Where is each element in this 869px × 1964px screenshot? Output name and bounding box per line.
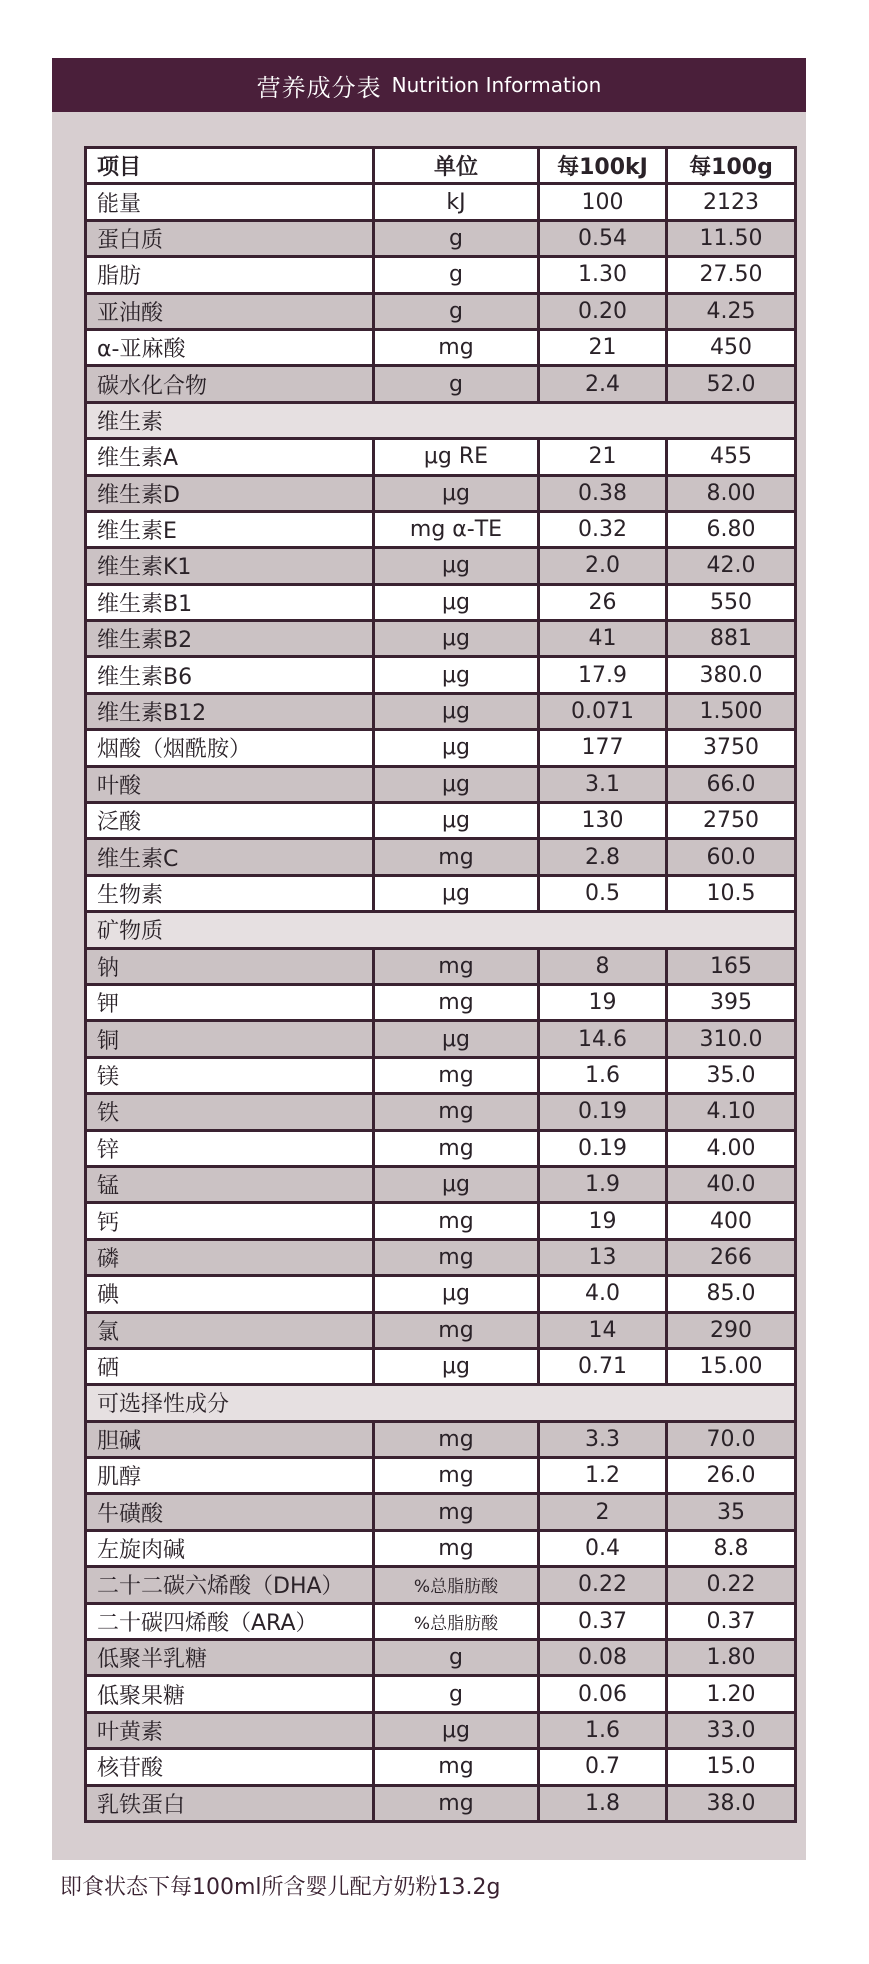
table-row [87, 840, 797, 876]
unit-cell: μg [375, 1168, 540, 1204]
unit-cell: mg [375, 1204, 540, 1240]
per-100kj-cell: 41 [540, 622, 668, 658]
title-en: Nutrition Information [391, 73, 602, 97]
per-100kj-cell: 0.7 [540, 1750, 668, 1786]
table-row [87, 731, 797, 767]
table-row [87, 549, 797, 585]
per-100kj-cell: 19 [540, 1204, 668, 1240]
item-name-cell: 硒 [87, 1350, 375, 1386]
unit-cell: mg [375, 986, 540, 1022]
per-100g-cell: 1.500 [668, 695, 797, 731]
table-row [87, 1059, 797, 1095]
table-header-row [87, 149, 797, 185]
table-row [87, 1677, 797, 1713]
per-100kj-cell: 1.8 [540, 1787, 668, 1823]
table-row [87, 258, 797, 294]
table-section-row [87, 404, 797, 440]
per-100g-cell: 4.25 [668, 295, 797, 331]
per-100kj-cell: 0.19 [540, 1095, 668, 1131]
unit-cell: g [375, 222, 540, 258]
table-row [87, 1605, 797, 1641]
table-row [87, 695, 797, 731]
per-100kj-cell: 0.22 [540, 1568, 668, 1604]
per-100g-cell: 395 [668, 986, 797, 1022]
per-100g-cell: 8.00 [668, 477, 797, 513]
item-name-cell: 核苷酸 [87, 1750, 375, 1786]
per-100kj-cell: 21 [540, 440, 668, 476]
unit-cell: μg [375, 1277, 540, 1313]
per-100g-cell: 66.0 [668, 768, 797, 804]
unit-cell: g [375, 258, 540, 294]
per-100g-cell: 26.0 [668, 1459, 797, 1495]
table-section-row [87, 1386, 797, 1422]
per-100kj-cell: 8 [540, 950, 668, 986]
table-row [87, 877, 797, 913]
per-100kj-cell: 0.37 [540, 1605, 668, 1641]
unit-cell: μg [375, 586, 540, 622]
per-100g-cell: 38.0 [668, 1787, 797, 1823]
unit-cell: μg [375, 658, 540, 694]
per-100g-cell: 881 [668, 622, 797, 658]
item-name-cell: 二十二碳六烯酸（DHA） [87, 1568, 375, 1604]
item-name-cell: 镁 [87, 1059, 375, 1095]
per-100kj-cell: 100 [540, 185, 668, 221]
item-name-cell: 维生素B1 [87, 586, 375, 622]
unit-cell: %总脂肪酸 [375, 1568, 540, 1604]
item-name-cell: 能量 [87, 185, 375, 221]
per-100kj-cell: 2.4 [540, 367, 668, 403]
item-name-cell: 维生素B12 [87, 695, 375, 731]
table-row [87, 222, 797, 258]
item-name-cell: 叶黄素 [87, 1714, 375, 1750]
column-header-per-100kj: 每100kJ [540, 149, 668, 185]
per-100g-cell: 15.0 [668, 1750, 797, 1786]
table-row [87, 1787, 797, 1823]
per-100g-cell: 310.0 [668, 1022, 797, 1058]
column-header-item: 项目 [87, 149, 375, 185]
per-100g-cell: 42.0 [668, 549, 797, 585]
per-100kj-cell: 0.08 [540, 1641, 668, 1677]
per-100kj-cell: 177 [540, 731, 668, 767]
table-row [87, 1350, 797, 1386]
per-100kj-cell: 0.4 [540, 1532, 668, 1568]
unit-cell: kJ [375, 185, 540, 221]
unit-cell: mg [375, 1750, 540, 1786]
per-100kj-cell: 2 [540, 1495, 668, 1531]
item-name-cell: 维生素B6 [87, 658, 375, 694]
item-name-cell: 锌 [87, 1132, 375, 1168]
per-100kj-cell: 0.5 [540, 877, 668, 913]
per-100g-cell: 0.22 [668, 1568, 797, 1604]
item-name-cell: 叶酸 [87, 768, 375, 804]
per-100g-cell: 165 [668, 950, 797, 986]
per-100kj-cell: 1.30 [540, 258, 668, 294]
table-row [87, 1241, 797, 1277]
unit-cell: μg [375, 731, 540, 767]
per-100kj-cell: 0.38 [540, 477, 668, 513]
unit-cell: g [375, 295, 540, 331]
table-row [87, 1459, 797, 1495]
per-100g-cell: 0.37 [668, 1605, 797, 1641]
unit-cell: mg [375, 1314, 540, 1350]
per-100kj-cell: 0.54 [540, 222, 668, 258]
table-row [87, 586, 797, 622]
table-row [87, 1022, 797, 1058]
table-row [87, 295, 797, 331]
unit-cell: mg [375, 1095, 540, 1131]
table-row [87, 1750, 797, 1786]
per-100g-cell: 380.0 [668, 658, 797, 694]
unit-cell: mg [375, 1132, 540, 1168]
unit-cell: g [375, 1641, 540, 1677]
item-name-cell: 氯 [87, 1314, 375, 1350]
table-row [87, 1314, 797, 1350]
unit-cell: mg [375, 1059, 540, 1095]
per-100g-cell: 35 [668, 1495, 797, 1531]
item-name-cell: 二十碳四烯酸（ARA） [87, 1605, 375, 1641]
title-zh: 营养成分表 [256, 73, 382, 102]
unit-cell: μg [375, 549, 540, 585]
item-name-cell: 磷 [87, 1241, 375, 1277]
per-100g-cell: 1.80 [668, 1641, 797, 1677]
table-row [87, 1277, 797, 1313]
per-100kj-cell: 21 [540, 331, 668, 367]
table-row [87, 950, 797, 986]
unit-cell: g [375, 1677, 540, 1713]
item-name-cell: 钙 [87, 1204, 375, 1240]
per-100kj-cell: 1.2 [540, 1459, 668, 1495]
item-name-cell: 维生素D [87, 477, 375, 513]
per-100g-cell: 4.10 [668, 1095, 797, 1131]
item-name-cell: 锰 [87, 1168, 375, 1204]
table-row [87, 185, 797, 221]
unit-cell: μg [375, 622, 540, 658]
per-100kj-cell: 1.9 [540, 1168, 668, 1204]
per-100g-cell: 40.0 [668, 1168, 797, 1204]
unit-cell: μg RE [375, 440, 540, 476]
item-name-cell: 铜 [87, 1022, 375, 1058]
per-100kj-cell: 2.8 [540, 840, 668, 876]
per-100kj-cell: 1.6 [540, 1059, 668, 1095]
table-row [87, 1168, 797, 1204]
item-name-cell: 碘 [87, 1277, 375, 1313]
nutrition-table [84, 146, 797, 1823]
unit-cell: mg [375, 840, 540, 876]
per-100kj-cell: 0.06 [540, 1677, 668, 1713]
table-row [87, 513, 797, 549]
item-name-cell: 亚油酸 [87, 295, 375, 331]
per-100g-cell: 6.80 [668, 513, 797, 549]
table-row [87, 440, 797, 476]
table-row [87, 1641, 797, 1677]
per-100kj-cell: 19 [540, 986, 668, 1022]
per-100g-cell: 550 [668, 586, 797, 622]
per-100g-cell: 455 [668, 440, 797, 476]
per-100kj-cell: 13 [540, 1241, 668, 1277]
item-name-cell: 脂肪 [87, 258, 375, 294]
per-100kj-cell: 1.6 [540, 1714, 668, 1750]
per-100kj-cell: 14 [540, 1314, 668, 1350]
per-100g-cell: 11.50 [668, 222, 797, 258]
item-name-cell: 低聚半乳糖 [87, 1641, 375, 1677]
per-100kj-cell: 0.19 [540, 1132, 668, 1168]
unit-cell: mg [375, 331, 540, 367]
item-name-cell: 生物素 [87, 877, 375, 913]
item-name-cell: 左旋肉碱 [87, 1532, 375, 1568]
per-100kj-cell: 3.1 [540, 768, 668, 804]
unit-cell: %总脂肪酸 [375, 1605, 540, 1641]
item-name-cell: 低聚果糖 [87, 1677, 375, 1713]
table-row [87, 1132, 797, 1168]
unit-cell: mg [375, 1532, 540, 1568]
item-name-cell: 铁 [87, 1095, 375, 1131]
per-100g-cell: 27.50 [668, 258, 797, 294]
per-100g-cell: 450 [668, 331, 797, 367]
unit-cell: mg [375, 1241, 540, 1277]
per-100kj-cell: 0.32 [540, 513, 668, 549]
per-100g-cell: 400 [668, 1204, 797, 1240]
per-100kj-cell: 4.0 [540, 1277, 668, 1313]
table-row [87, 1714, 797, 1750]
unit-cell: mg [375, 1495, 540, 1531]
section-label: 矿物质 [87, 913, 797, 949]
per-100g-cell: 290 [668, 1314, 797, 1350]
per-100g-cell: 10.5 [668, 877, 797, 913]
table-row [87, 658, 797, 694]
item-name-cell: 维生素C [87, 840, 375, 876]
per-100kj-cell: 130 [540, 804, 668, 840]
item-name-cell: 维生素K1 [87, 549, 375, 585]
unit-cell: mg [375, 1423, 540, 1459]
per-100kj-cell: 0.071 [540, 695, 668, 731]
nutrition-panel [52, 58, 806, 1860]
footer-note: 即食状态下每100ml所含婴儿配方奶粉13.2g [60, 1875, 501, 1900]
unit-cell: μg [375, 1350, 540, 1386]
unit-cell: μg [375, 804, 540, 840]
table-row [87, 804, 797, 840]
per-100kj-cell: 3.3 [540, 1423, 668, 1459]
table-row [87, 1204, 797, 1240]
table-row [87, 1495, 797, 1531]
table-row [87, 367, 797, 403]
item-name-cell: 蛋白质 [87, 222, 375, 258]
table-row [87, 477, 797, 513]
per-100kj-cell: 2.0 [540, 549, 668, 585]
table-section-row [87, 913, 797, 949]
item-name-cell: 乳铁蛋白 [87, 1787, 375, 1823]
item-name-cell: 碳水化合物 [87, 367, 375, 403]
per-100g-cell: 3750 [668, 731, 797, 767]
unit-cell: μg [375, 1022, 540, 1058]
per-100g-cell: 52.0 [668, 367, 797, 403]
unit-cell: μg [375, 768, 540, 804]
item-name-cell: 维生素A [87, 440, 375, 476]
table-row [87, 331, 797, 367]
per-100g-cell: 15.00 [668, 1350, 797, 1386]
table-row [87, 622, 797, 658]
item-name-cell: 钠 [87, 950, 375, 986]
item-name-cell: α-亚麻酸 [87, 331, 375, 367]
section-label: 可选择性成分 [87, 1386, 797, 1422]
table-row [87, 1423, 797, 1459]
per-100kj-cell: 17.9 [540, 658, 668, 694]
per-100g-cell: 1.20 [668, 1677, 797, 1713]
table-row [87, 768, 797, 804]
table-row [87, 1568, 797, 1604]
item-name-cell: 烟酸（烟酰胺） [87, 731, 375, 767]
per-100g-cell: 60.0 [668, 840, 797, 876]
unit-cell: mg α-TE [375, 513, 540, 549]
column-header-unit: 单位 [375, 149, 540, 185]
unit-cell: μg [375, 877, 540, 913]
per-100g-cell: 2750 [668, 804, 797, 840]
per-100g-cell: 8.8 [668, 1532, 797, 1568]
item-name-cell: 维生素B2 [87, 622, 375, 658]
per-100kj-cell: 26 [540, 586, 668, 622]
unit-cell: μg [375, 1714, 540, 1750]
unit-cell: mg [375, 1459, 540, 1495]
table-row [87, 1532, 797, 1568]
per-100g-cell: 4.00 [668, 1132, 797, 1168]
item-name-cell: 胆碱 [87, 1423, 375, 1459]
unit-cell: g [375, 367, 540, 403]
section-label: 维生素 [87, 404, 797, 440]
unit-cell: mg [375, 950, 540, 986]
per-100g-cell: 70.0 [668, 1423, 797, 1459]
per-100kj-cell: 14.6 [540, 1022, 668, 1058]
per-100g-cell: 35.0 [668, 1059, 797, 1095]
unit-cell: μg [375, 695, 540, 731]
per-100g-cell: 85.0 [668, 1277, 797, 1313]
unit-cell: μg [375, 477, 540, 513]
column-header-per-100g: 每100g [668, 149, 797, 185]
item-name-cell: 钾 [87, 986, 375, 1022]
item-name-cell: 牛磺酸 [87, 1495, 375, 1531]
table-row [87, 1095, 797, 1131]
per-100g-cell: 266 [668, 1241, 797, 1277]
per-100kj-cell: 0.71 [540, 1350, 668, 1386]
unit-cell: mg [375, 1787, 540, 1823]
per-100g-cell: 33.0 [668, 1714, 797, 1750]
item-name-cell: 肌醇 [87, 1459, 375, 1495]
table-title-bar [52, 58, 806, 112]
per-100kj-cell: 0.20 [540, 295, 668, 331]
table-row [87, 986, 797, 1022]
per-100g-cell: 2123 [668, 185, 797, 221]
item-name-cell: 维生素E [87, 513, 375, 549]
item-name-cell: 泛酸 [87, 804, 375, 840]
